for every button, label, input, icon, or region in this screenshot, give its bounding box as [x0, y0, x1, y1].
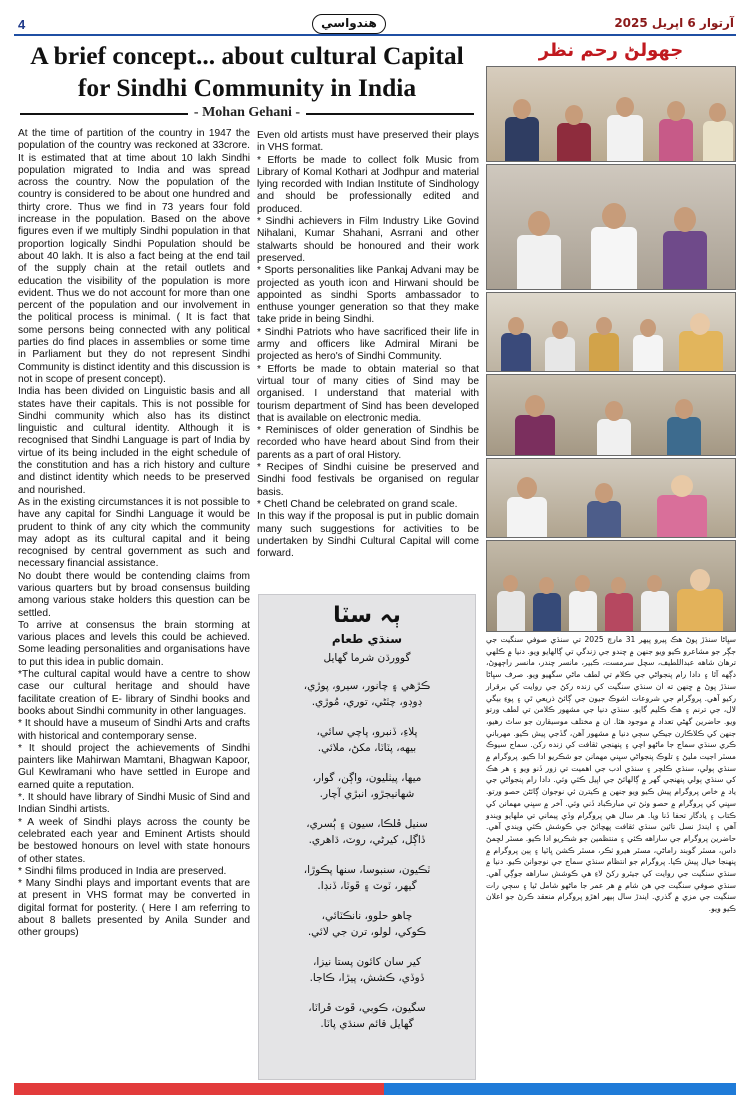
paragraph: * A week of Sindhi plays across the county be celebrated each year and Eminent Artists should be bestowed honours on level with state honours of other states.	[18, 816, 250, 865]
poem-line: گيهر، ٽوٽ ۽ ڦوٽا، ڏنڊا.	[317, 880, 417, 892]
poem-line: گھايل قائم سنڌي پاٽا.	[320, 1018, 414, 1030]
paragraph: At the time of partition of the country in 1947 the population of the country was reckoned at 33crore. It is estimated that at time about 10 lakh Sindhi population migrated to India and was spread across the country. Now the population of the country is considered to be about one hundred and thirty crore. Thus we find in 73 years four fold increase in the population. Based on the above figures even if we multiply Sindhi population in that proportion logically Sindhi Population should be about 40 lakh. It is also a fact being at the end tail of the supply chain at the retail outlets and education the visibility of the population is more evident. Thus we do not account for more than one percent of the population and our involvement in the political process is minimal. ( It is fact that some persons being connected with any political parties do find places in assemblies or some time in Parliament but they do not represent Sindhi Community is distinct identity and this discussion is not in scope of present concept).	[18, 128, 250, 385]
byline-text: - Mohan Gehani -	[188, 105, 306, 120]
poem-line: ڪوکي، لولو، ترن جي لائي.	[307, 926, 427, 938]
poem-author: گوورڌن شرما گھايل	[323, 652, 411, 664]
paragraph: * Sindhi films produced in India are preserved.	[18, 865, 227, 877]
paragraph: * Recipes of Sindhi cuisine be preserved and Sindhi food festivals be organised on regular basis.	[257, 462, 479, 498]
poem-stanza	[269, 1000, 465, 1032]
paragraph: *The cultural capital would have a centre to show case our cultural heritage and should have facilitate creation of E- library of Sindhi books and books about Sindhi community in other languages.	[18, 669, 250, 717]
event-photo-3	[486, 292, 736, 372]
poem-line: سگيون، ڪوبي، ڦوٽ ڦراٽا،	[308, 1002, 426, 1014]
paragraph: * Efforts be made to collect folk Music from Library of Komal Kothari at Jodhpur and material lying recorded with Indian Institute of Sindhology and should be professionally edited and produced.	[257, 154, 479, 215]
poem-line: ڪڙهي ۽ چانور، سيرو، پوڙي،	[303, 680, 431, 692]
poem-box	[258, 594, 476, 1080]
poem-line: چاهو حلوو، نانڪٽائي،	[321, 910, 413, 922]
event-report-text: سڀاڻا سنڌڙ پوڻ هڪ پيرو پيهر 31 مارچ 2025 تي سنڌي صوفي سنگيت جي جڳر جو مشاعرو ڪيو ويو جنهن ۾ چندو جي زندگي تي ڳالهايو ويو. دنيا ۾ ڪلهي ترهان شاهه عبداللطيف، سچل سرمست، ڪبير، مانسر چندر، مانسر راڄهوڻ، دڳهه آٿا ۽ دادا رام پنجواڻي جي ڪلام تي لطف ماڻي سگهيو ويو. صرف سڀاڻا سنڌڙ پوڻ ۾ ڇنهن ته ان سنڌي سنگيت کي زنده رکڻ جي روايت کي برقرار رکيو آهي. پروگرام جي شروعات اشوڪ جيون جي ڳائڻ ذريعي ٿي ۽ پوءِ بيگي لال، جي ترنم ۽ هڪ ڪليم گايو. سنڌي دنيا جي مشهور ڪلامن تي لطف ورتو ويو. حاضرين گهڻي تعداد ۾ موجود هئا. ان ۾ مختلف موسيقارن جو ساٿ رهيو، جنهن کي ڪلاڪارن جيڪي سڄي دنيا ۾ مشهور آهن، گڏجي پيش ڪيو. مهرباني ڪري سنڌي سماج جا ماڻهو اچي ۽ پنهنجي ثقافت کي زنده رکن. سماج سيوڪ مسٽر اجيت مليڻ ۽ تلوڪ پنجواڻي سڀني مهمانن جو شڪريو ادا ڪيو. پروگرام ۾ سنڌي ٻولي، سنڌي ڪلچر ۽ سنڌي ادب جي اهميت تي زور ڏنو ويو ۽ هر هڪ کي سنڌي ٻولي پنهنجي گهر ۾ ڳالهائڻ جي اپيل ڪئي وئي. دادا رام پنجواڻي جي ياد ۾ خاص پروگرام پيش ڪيو ويو جنهن ۾ ڪيترن ئي نوجوان ڳائڻن حصو ورتو. سڀني کي پروگرام ۾ حصو وٺڻ تي مبارڪباد ڏني وئي. آخر ۾ سڀني مهمانن کي ڪتاب ۽ يادگار تحفا ڏنا ويا. هر سال هي پروگرام وڏي پيماني تي ملهايو ويندو آهي ۽ ايندڙ نسل تائين سنڌي ثقافت پهچائڻ جي ڪوشش ڪئي ويندي آهي. حاضرين پروگرام جي ساراهه ڪئي ۽ منتظمين جو شڪريو ادا ڪيو. مسٽر لڇمڻ داس، مسٽر گوبند راماڻي، مسٽر هيرو ٺڪر، مسٽر ڪشن ڀاٽيا ۽ ٻين پروگرام ۾ پنهنجا خيال پيش ڪيا. پروگرام جو انتظام سنڌي سماج جي نوجوانن ڪيو. دنيا ۾ سنڌي سنگيت جي روايت کي جيئرو رکڻ لاءِ هي ڪوشش ساراهه جوڳي آهي. سنڌي صوفي سنگيت جي هن شام ۾ هر عمر جا ماڻهو شامل ٿيا ۽ سڄي رات سنگيت جي مزي ۾ گذري. ايندڙ سال ٻيهر اهڙو پروگرام منعقد ڪرڻ جو اعلان ڪيو ويو.	[486, 635, 736, 914]
paragraph: * Sports personalities like Pankaj Advani may be projected as youth icon and Hirwani should be appointed as sindhi Sports ambassador to enthuse younger generation so that they make take pride in being Sindhi.	[257, 265, 479, 326]
paragraph: Even old artists must have preserved their plays in VHS format.	[257, 130, 479, 154]
poem-line: سنيل ڦلڪا، سيون ۽ ٻُسري،	[306, 818, 428, 830]
poem-line: ڏاڳل، کيرڻي، روٽ، ڌاهري.	[308, 834, 426, 846]
page-number: 4	[18, 17, 26, 32]
poem-stanza	[269, 724, 465, 756]
newspaper-masthead: هندواسي	[312, 14, 386, 34]
poem-line: کير سان کائون پستا نيزا،	[312, 956, 422, 968]
poem-subtitle: سنڌي طعام	[331, 632, 403, 646]
event-photo-2	[486, 164, 736, 290]
article-column-middle	[257, 130, 479, 560]
poem-stanza	[269, 954, 465, 986]
paragraph: * Many Sindhi plays and important events that are at present in VHS format may be converted in digital format for posterity. ( Here I am referring to about 8 ballets presented by Anila Sunder and other groups)	[18, 878, 250, 939]
event-photo-4	[486, 374, 736, 456]
issue-date: آرتوار 6 اپريل 2025	[614, 16, 734, 30]
poem-line: ٽڪيون، سنبوسا، سنها پڪوڙا،	[303, 864, 431, 876]
paragraph: * Sindhi achievers in Film Industry Like Govind Nihalani, Kumar Shahani, Asrrani and other stalwarts should be honoured and their work preserved.	[257, 216, 479, 264]
headline-line-1: A brief concept... about cultural Capital	[30, 41, 464, 70]
poem-stanza	[269, 770, 465, 802]
poem-stanza	[269, 816, 465, 848]
article-headline	[16, 40, 478, 104]
poem-line: ڏوڏي، ڪشش، پيڙا، ڪاجا.	[309, 972, 425, 984]
paragraph: * Chetl Chand be celebrated on grand scale.	[257, 498, 458, 510]
article-byline	[16, 105, 478, 122]
paragraph: No doubt there would be contending claims from various quarters but by broad consensus building among various stake holders this question can be settled.	[18, 570, 250, 619]
footer-blue-stripe	[384, 1083, 736, 1095]
paragraph: * Efforts be made to obtain material so that virtual tour of many cities of Sind may be organised. I understand that material with tourism department of Sind has been developed that is available on electronic media.	[257, 363, 479, 424]
footer-color-bar	[14, 1083, 736, 1095]
paragraph: *. It should have library of Sindhi Music of Sind and Indian Sindhi artists.	[18, 792, 250, 816]
poem-stanza	[269, 908, 465, 940]
paragraph: To arrive at consensus the brain storming at various places and levels this could be achieved. Some leading personalities and organisations have to put this idea in public domain.	[18, 619, 250, 668]
page-header	[14, 14, 736, 36]
poem-stanza	[269, 678, 465, 710]
paragraph: * Sindhi Patriots who have sacrificed their life in army and officers like Admiral Mirani be projected as hero's of Sindhi Community.	[257, 326, 479, 363]
event-photo-1	[486, 66, 736, 162]
poem-line: ڊوڊو، چٽڻي، توري، مُوڙي.	[311, 696, 423, 708]
poem-title: ٻہ سٽا	[333, 603, 401, 628]
paragraph: India has been divided on Linguistic basis and all states have their capitals. This is not possible for Sindhi community which also has its distinct linguistic and cultural identity. Although it is recognised that Sindhi Language is part of India by virtue of its being included in the eight schedule of the constitution and has a rich history and culture and distinct identity which needs to be preserved and nourished.	[18, 386, 250, 496]
article-column-left	[18, 128, 250, 940]
event-photo-5	[486, 458, 736, 538]
poem-line: پلاءِ، ڏنبرو، پاچي سائي،	[316, 726, 418, 738]
event-photo-6	[486, 540, 736, 632]
footer-red-stripe	[14, 1083, 384, 1095]
paragraph: * It should project the achievements of Sindhi painters like Mahirwan Mamtani, Bhagwan Kapoor, Gul Kewlramani who have settled in Europe and earned quite a reputation.	[18, 742, 250, 791]
paragraph: As in the existing circumstances it is not possible to have any capital for Sindhi Language it would be prudent to think of any city which the community may adopt as its cultural capital and it being recognised by central government as such and necessary financial assistance.	[18, 496, 250, 570]
paragraph: * It should have a museum of Sindhi Arts and crafts with historical and contemporary sense.	[18, 718, 250, 742]
poem-stanza	[269, 862, 465, 894]
paragraph: In this way if the proposal is put in public domain many such suggestions for activities to be undertaken by Sindhi Cultural Capital will come forward.	[257, 511, 479, 560]
poem-line: بيهه، پٽاٽا، مکڻ، ملائي.	[317, 742, 417, 754]
paragraph: * Reminisces of older generation of Sindhis be recorded who have heard about Sind from their parents as a part of oral History.	[257, 425, 479, 461]
poem-line: شهانيجڙو، انبڙي آچار.	[319, 788, 415, 800]
headline-line-2: for Sindhi Community in India	[77, 73, 417, 102]
event-report-banner: جهولڻ رحم نظر	[486, 40, 736, 64]
poem-line: ميها، پيٺليون، واڳن، گوار،	[312, 772, 422, 784]
